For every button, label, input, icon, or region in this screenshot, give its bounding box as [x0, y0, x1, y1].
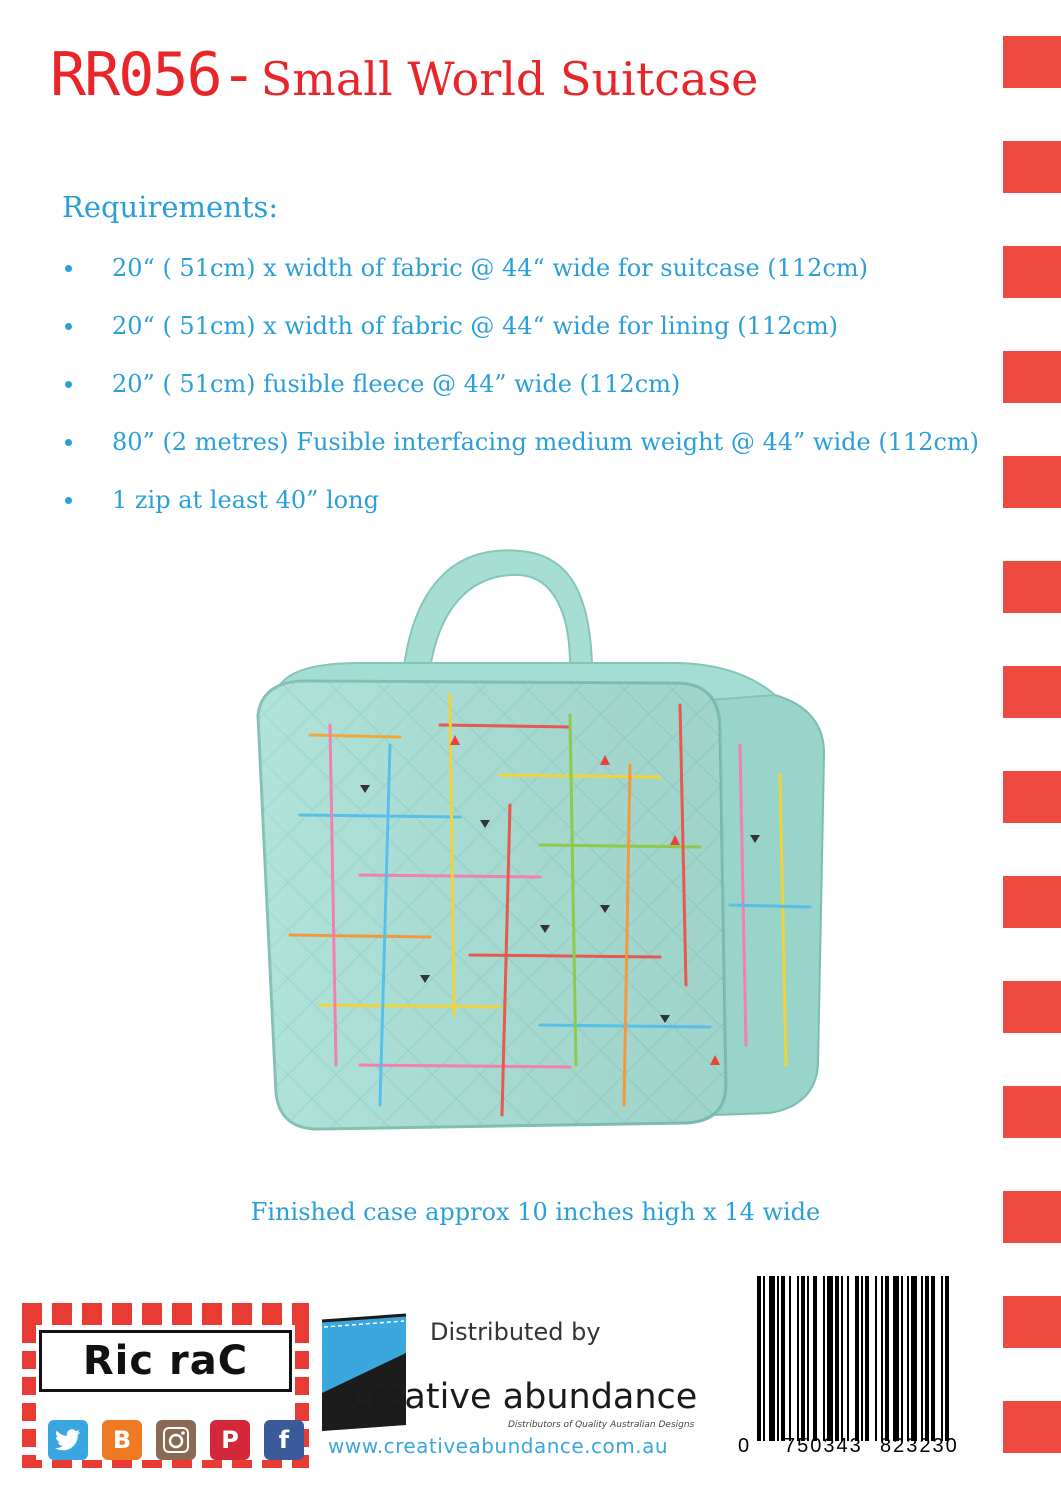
barcode-bar — [789, 1276, 791, 1441]
requirements-heading: Requirements: — [62, 190, 279, 224]
barcode-bar — [823, 1276, 825, 1441]
pattern-name: Small World Suitcase — [260, 52, 759, 106]
stripe — [1003, 456, 1061, 508]
barcode-bar — [861, 1276, 863, 1441]
instagram-icon[interactable] — [156, 1420, 196, 1460]
barcode-bar — [841, 1276, 843, 1441]
bullet-icon — [65, 439, 72, 446]
barcode-bar — [801, 1276, 805, 1441]
facebook-icon[interactable]: f — [264, 1420, 304, 1460]
stripe — [1003, 666, 1061, 718]
barcode-bar — [835, 1276, 839, 1441]
stripe — [1003, 141, 1061, 193]
barcode-bar — [813, 1276, 817, 1441]
ricrac-border — [22, 1325, 36, 1468]
barcode-bar — [907, 1276, 909, 1441]
stripe — [1003, 771, 1061, 823]
barcode-bar — [855, 1276, 859, 1441]
stripe — [1003, 1086, 1061, 1138]
barcode-bar — [911, 1276, 917, 1441]
barcode-bar — [757, 1276, 761, 1441]
barcode-bar — [875, 1276, 877, 1441]
blogger-icon[interactable]: B — [102, 1420, 142, 1460]
barcode-bar — [931, 1276, 935, 1441]
barcode-bar — [885, 1276, 889, 1441]
suitcase-photo — [240, 545, 840, 1155]
barcode-bar — [945, 1276, 949, 1441]
barcode-bar — [827, 1276, 833, 1441]
pattern-code: RR056- — [50, 40, 255, 110]
stripe — [1003, 561, 1061, 613]
barcode-digits-mid: 750343 — [784, 1435, 863, 1457]
bullet-icon — [65, 265, 72, 272]
bullet-icon — [65, 381, 72, 388]
barcode-bar — [941, 1276, 943, 1441]
twitter-icon[interactable] — [48, 1420, 88, 1460]
stripe — [1003, 246, 1061, 298]
barcode-bar — [881, 1276, 883, 1441]
social-icons — [48, 1420, 304, 1460]
ricrac-logo: Ric raC — [39, 1330, 292, 1392]
barcode-bar — [901, 1276, 903, 1441]
distributor-tagline: Distributors of Quality Australian Designs — [508, 1420, 695, 1430]
requirement-item: 1 zip at least 40” long — [62, 484, 992, 517]
bullet-icon — [65, 323, 72, 330]
finished-size-caption: Finished case approx 10 inches high x 14 wide — [250, 1198, 821, 1226]
pinterest-icon[interactable]: P — [210, 1420, 250, 1460]
distributor-url-link[interactable]: www.creativeabundance.com.au — [328, 1434, 669, 1458]
page-title — [50, 40, 758, 110]
barcode-bar — [781, 1276, 785, 1441]
stripe — [1003, 876, 1061, 928]
barcode-digit-left: 0 — [738, 1435, 750, 1457]
ricrac-logo-block — [22, 1303, 309, 1468]
barcode-bar — [769, 1276, 775, 1441]
barcode-bar — [865, 1276, 869, 1441]
barcode-bar — [763, 1276, 765, 1441]
requirement-item: 20” ( 51cm) fusible fleece @ 44” wide (112cm) — [62, 368, 992, 401]
barcode-bar — [925, 1276, 929, 1441]
stripe — [1003, 1401, 1061, 1453]
bullet-icon — [65, 497, 72, 504]
barcode-bar — [847, 1276, 849, 1441]
barcode-bar — [777, 1276, 779, 1441]
barcode-bar — [893, 1276, 899, 1441]
barcode-bar — [807, 1276, 809, 1441]
requirements-list — [62, 252, 992, 542]
stripe — [1003, 1296, 1061, 1348]
requirement-item: 80” (2 metres) Fusible interfacing medium weight @ 44” wide (112cm) — [62, 426, 992, 459]
barcode-bar — [797, 1276, 799, 1441]
barcode-bar — [921, 1276, 923, 1441]
distributor-name: creative abundance — [350, 1377, 698, 1417]
requirement-item: 20“ ( 51cm) x width of fabric @ 44“ wide for suitcase (112cm) — [62, 252, 992, 285]
barcode-digits-right: 823230 — [880, 1435, 959, 1457]
stripe — [1003, 351, 1061, 403]
ricrac-border — [22, 1303, 309, 1325]
stripe — [1003, 981, 1061, 1033]
distributed-by-label: Distributed by — [430, 1318, 601, 1346]
stripe — [1003, 36, 1061, 88]
requirement-item: 20“ ( 51cm) x width of fabric @ 44“ wide for lining (112cm) — [62, 310, 992, 343]
ricrac-border — [22, 1460, 309, 1468]
